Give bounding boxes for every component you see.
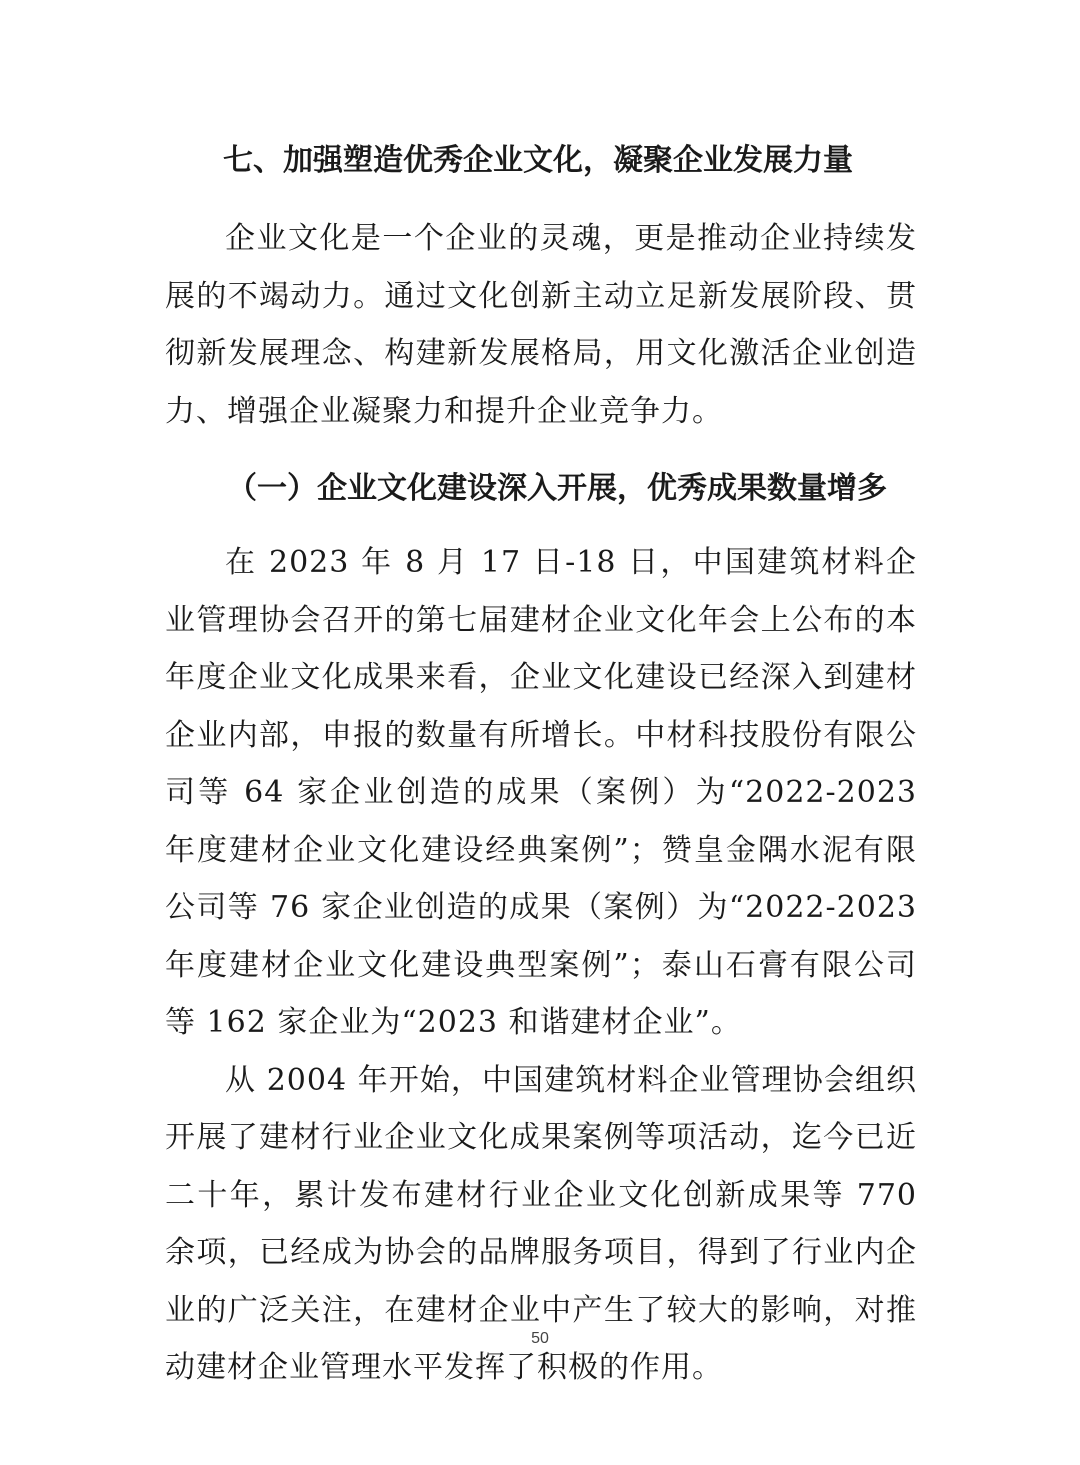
intro-paragraph: 企业文化是一个企业的灵魂，更是推动企业持续发展的不竭动力。通过文化创新主动立足新发展阶段、贯彻新发展理念、构建新发展格局，用文化激活企业创造力、增强企业凝聚力和提升企业竞争力。 xyxy=(165,221,917,429)
subsection-heading: （一）企业文化建设深入开展，优秀成果数量增多 xyxy=(227,471,887,506)
page-number: 50 xyxy=(531,1330,549,1347)
body-paragraph-1: 在 2023 年 8 月 17 日-18 日，中国建筑材料企业管理协会召开的第七届建材企业文化年会上公布的本年度企业文化成果来看，企业文化建设已经深入到建材企业内部，申报的数量有所增长。中材科技股份有限公司等 64 家企业创造的成果（案例）为“2022-2023 年度建材企业文化建设经典案例”；赞皇金隅水泥有限公司等 76 家企业创造的成果（案例）为“2022-2023 年度建材企业文化建设典型案例”；泰山石膏有限公司等 162 家企业为“2023 和谐建材企业”。 xyxy=(165,545,917,1040)
page-content xyxy=(165,138,917,1397)
body-paragraph-2: 从 2004 年开始，中国建筑材料企业管理协会组织开展了建材行业企业文化成果案例等项活动，迄今已近二十年，累计发布建材行业企业文化创新成果等 770 余项，已经成为协会的品牌服务项目，得到了行业内企业的广泛关注，在建材企业中产生了较大的影响，对推动建材企业管理水平发挥了积极的作用。 xyxy=(165,1062,917,1385)
section-heading: 七、加强塑造优秀企业文化，凝聚企业发展力量 xyxy=(223,143,853,178)
